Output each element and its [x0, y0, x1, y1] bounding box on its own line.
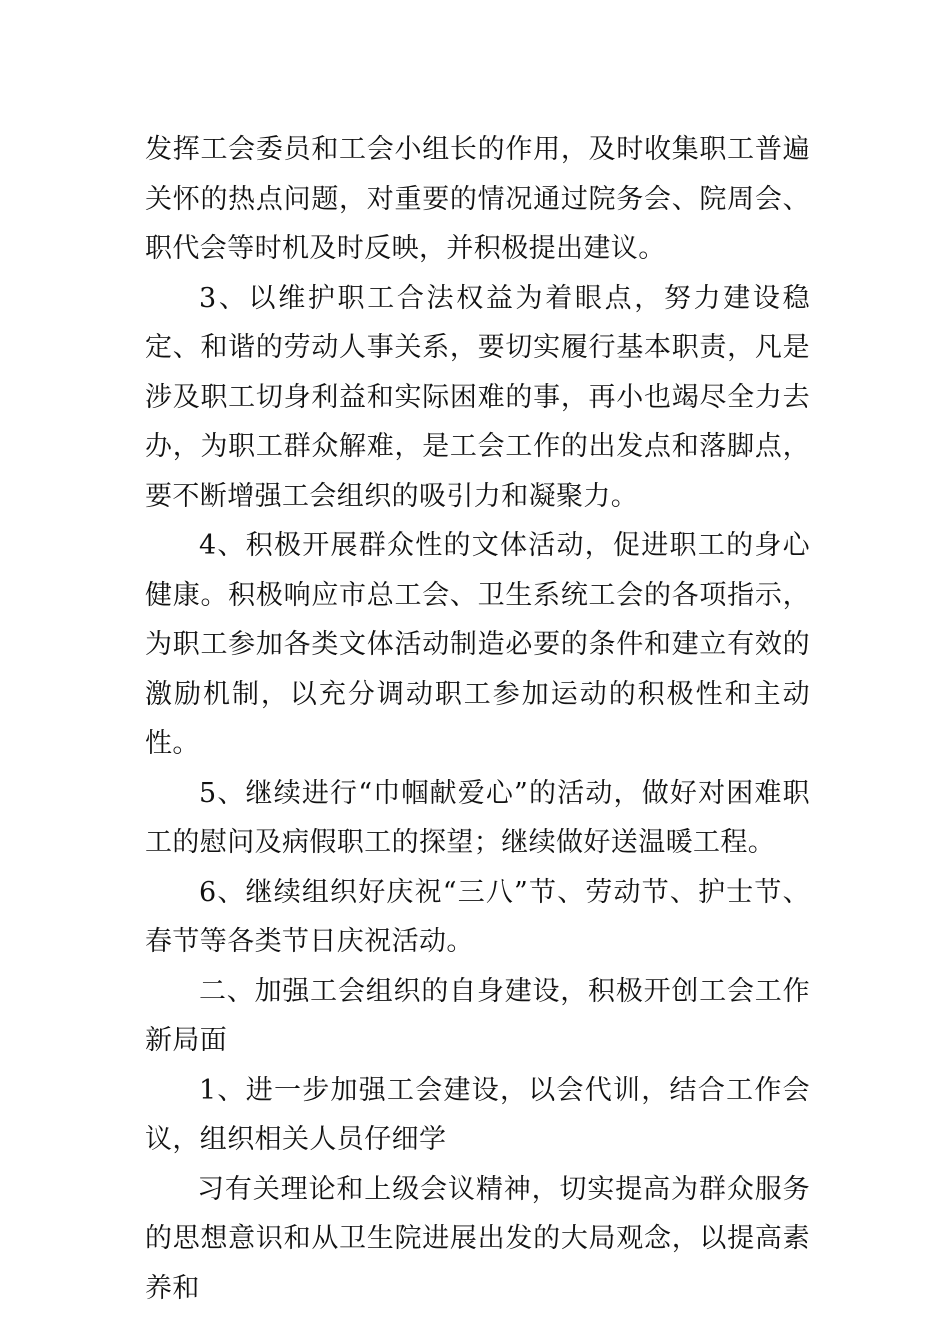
paragraph-item-6: 6、继续组织好庆祝“三八”节、劳动节、护士节、春节等各类节日庆祝活动。 [145, 876, 810, 957]
document-body [145, 125, 810, 1313]
paragraph-item-3: 3、以维护职工合法权益为着眼点，努力建设稳定、和谐的劳动人事关系，要切实履行基本职责，凡是涉及职工切身利益和实际困难的事，再小也竭尽全力去办，为职工群众解难，是工会工作的出发点和落脚点，要不断增强工会组织的吸引力和凝聚力。 [145, 282, 810, 512]
paragraph-item-4: 4、积极开展群众性的文体活动，促进职工的身心健康。积极响应市总工会、卫生系统工会的各项指示，为职工参加各类文体活动制造必要的条件和建立有效的激励机制，以充分调动职工参加运动的积极性和主动性。 [145, 530, 810, 759]
paragraph-subitem-1-continued: 习有关理论和上级会议精神，切实提高为群众服务的思想意识和从卫生院进展出发的大局观念，以提高素养和 [145, 1173, 810, 1304]
paragraph-subitem-1: 1、进一步加强工会建设，以会代训，结合工作会议，组织相关人员仔细学 [145, 1074, 810, 1155]
paragraph-continuation: 发挥工会委员和工会小组长的作用，及时收集职工普遍关怀的热点问题，对重要的情况通过院务会、院周会、职代会等时机及时反映，并积极提出建议。 [145, 134, 810, 264]
section-heading-2: 二、加强工会组织的自身建设，积极开创工会工作新局面 [145, 975, 810, 1056]
paragraph-item-5: 5、继续进行“巾帼献爱心”的活动，做好对困难职工的慰问及病假职工的探望；继续做好送温暖工程。 [145, 777, 810, 858]
